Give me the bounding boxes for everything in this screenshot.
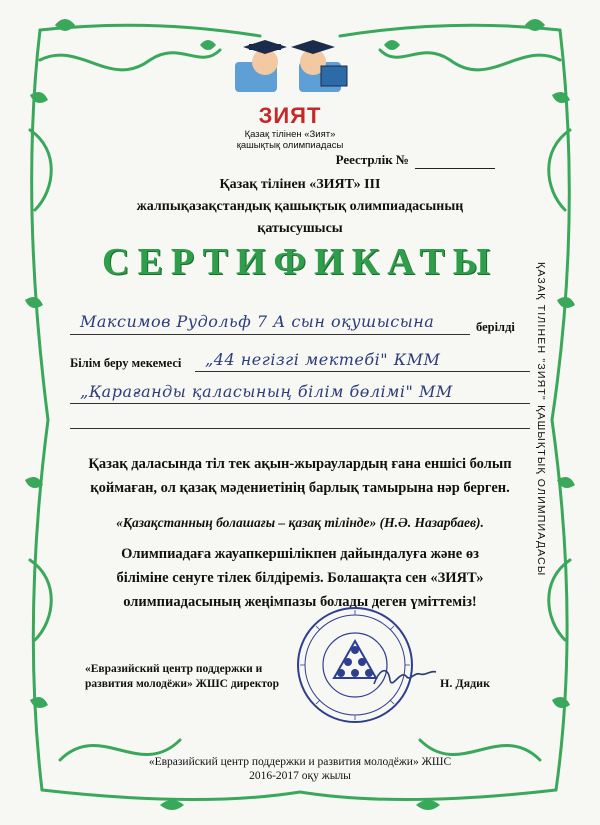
footer-line1: «Евразийский центр поддержки и развития молодёжи» ЖШС [148,756,452,768]
quote: «Қазақстанның болашағы – қазақ тілінде» (Н.Ә. Назарбаев). [116,515,484,530]
body-paragraph-2 [65,542,535,614]
given-label: берілді [476,320,515,334]
olympiad-logo [225,40,355,151]
registry-number [336,152,495,169]
para2-line1: Олимпиадаға жауапкершілікпен дайындалуға және өз [121,546,479,562]
recipient-name: Максимов Рудольф 7 А сын оқушысына [80,312,435,331]
registry-label: Реестрлік № [335,152,409,167]
org-line1: «Евразийский центр поддержки и [85,663,263,675]
signatory-name: Н. Дядик [440,676,490,690]
para2-line3: олимпиадасының жеңімпазы болады деген үміттеміз! [123,594,477,610]
dept-underline [70,403,530,404]
name-underline [70,334,470,335]
students-graduation-icon [225,40,355,98]
header-line2: жалпықазақстандық қашықтық олимпиадасының [136,199,464,214]
department-name: „Қарағанды қаласының білім бөлімі" ММ [80,382,453,401]
certificate-title: СЕРТИФИКАТЫ [102,241,498,283]
signatory-organization [85,662,279,692]
footer-line2: 2016-2017 оқу жылы [249,770,351,782]
footer [140,755,460,783]
org-line2: развития молодёжи» ЖШС директор [85,678,280,690]
institution-label: Білім беру мекемесі [70,356,182,370]
para2-line2: біліміне сенуге тілек білдіреміз. Болашақта сен «ЗИЯТ» [116,570,484,586]
registry-blank [415,152,495,169]
handwritten-signature [370,662,440,692]
para1-line2: қоймаған, ол қазақ мәдениетінің барлық тамырына нәр берген. [90,480,510,496]
logo-caption-line2: қашықтық олимпиадасы [236,140,344,151]
para1-line1: Қазақ даласында тіл тек ақын-жыраулардың ғана еншісі болып [88,456,512,472]
body-paragraph-1 [65,452,535,500]
certificate-header [100,174,500,240]
school-name: „44 негізгі мектебі" КММ [205,350,441,369]
header-line1: Қазақ тілінен «ЗИЯТ» ІІІ [219,177,381,192]
header-line3: қатысушысы [257,221,343,236]
logo-caption-line1: Қазақ тілінен «Зият» [244,129,336,140]
school-underline [195,371,530,372]
logo-word: ЗИЯТ [258,103,322,128]
blank-underline [70,428,530,429]
side-vertical-text: ҚАЗАҚ ТІЛІНЕН "ЗИЯТ" ҚАШЫҚТЫҚ ОЛИМПИАДАСЫ [535,262,547,577]
